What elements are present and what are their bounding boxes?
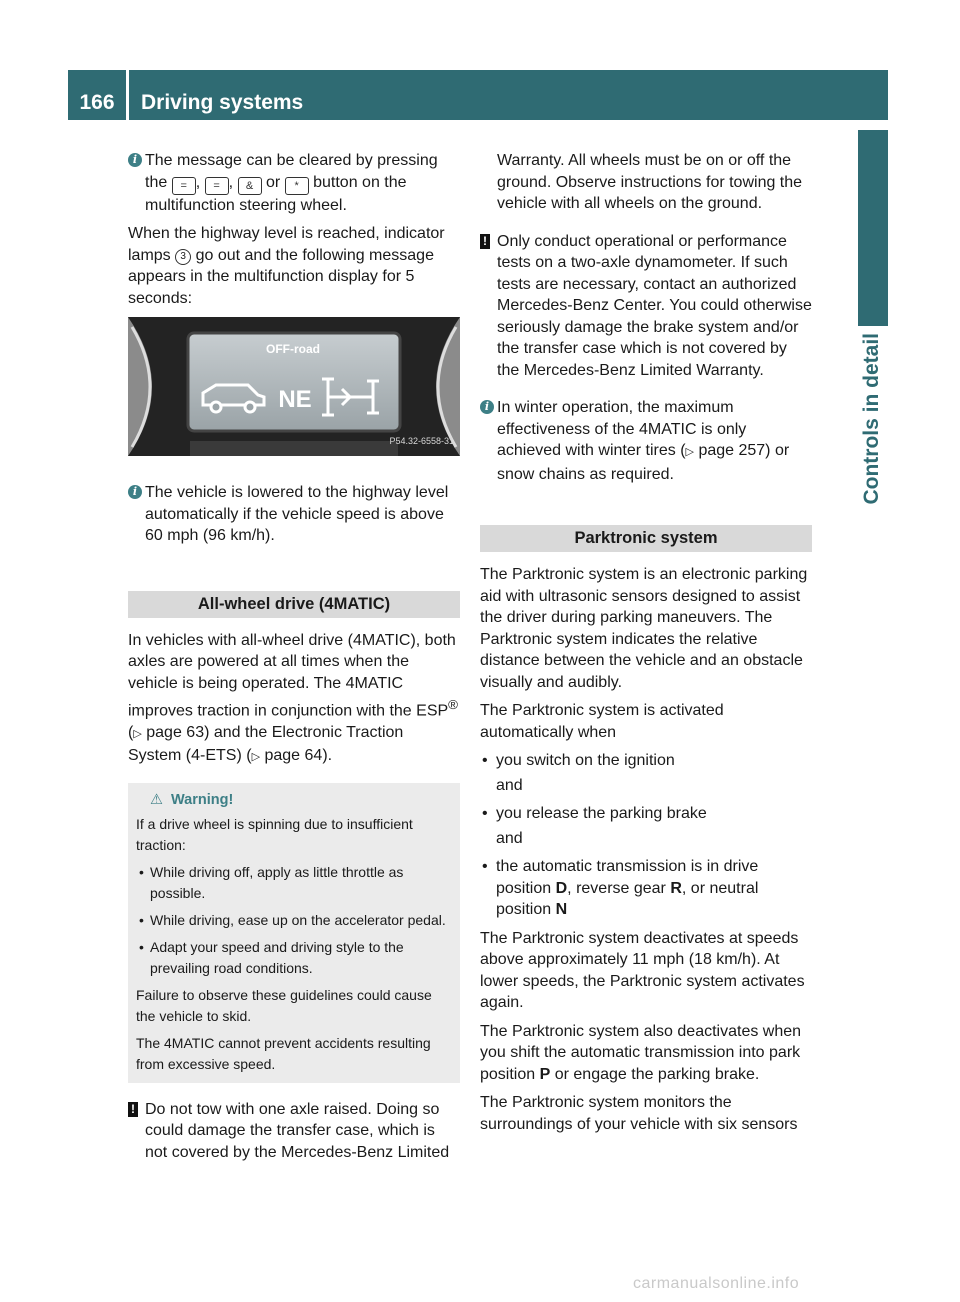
parktronic-park: The Parktronic system also deactivates when you shift the automatic transmission into park position P or engage the parking brake. (480, 1022, 802, 1083)
parktronic-sensors: The Parktronic system monitors the surroundings of your vehicle with six sensors (480, 1094, 798, 1133)
caution-icon: ! (480, 234, 490, 249)
caution-note-dynamometer: ! Only conduct operational or performance tests on a two-axle dynamometer. If such tests are necessary, contact an authorized Mercedes-Benz Center. You could otherwise seriously damage the brake system and/or the transfer case which is not covered by the Mercedes-Benz Limited Warranty. (480, 231, 812, 382)
info-note-lowered: i The vehicle is lowered to the highway level automatically if the vehicle speed is above 60 mph (96 km/h). (128, 482, 460, 547)
warning-title: ⚠ Warning! (150, 791, 234, 808)
list-item: • you release the parking brake (482, 805, 707, 822)
parktronic-speed: The Parktronic system deactivates at speeds above approximately 11 mph (18 km/h). At lower speeds, the Parktronic system activates again. (480, 929, 805, 1011)
info-note-winter: i In winter operation, the maximum effectiveness of the 4MATIC is only achieved with winter tires (▷ page 257) or snow chains as required. (480, 397, 812, 485)
info-icon: i (128, 485, 142, 499)
warning-bullet: • While driving off, apply as little throttle as possible. (139, 863, 404, 901)
side-tab-block (858, 130, 888, 326)
caution-note-tow-cont: Warranty. All wheels must be on or off the ground. Observe instructions for towing the vehicle with all wheels on the ground. (497, 152, 803, 212)
up-button-icon: & (238, 177, 262, 195)
awd-paragraph: In vehicles with all-wheel drive (4MATIC), both axles are powered at all times when the vehicle is being operated. The 4MATIC improves traction in conjunction with the ESP® (▷ page 63) and the Electronic Traction System (4-ETS) (▷ page 64). (128, 631, 458, 765)
warning-para: The 4MATIC cannot prevent accidents resulting from excessive speed. (136, 1034, 431, 1072)
parktronic-activation: The Parktronic system is activated automatically when (480, 702, 724, 741)
off-road-label: OFF-road (266, 342, 320, 356)
highway-level-paragraph: When the highway level is reached, indicator lamps 3 go out and the following message appears in the multifunction display for 5 seconds: (128, 225, 445, 307)
info-icon: i (128, 153, 142, 167)
callout-number: 3 (175, 249, 191, 265)
page-reference[interactable]: page 257 (698, 442, 766, 459)
section-heading-parktronic: Parktronic system (480, 525, 812, 552)
parktronic-intro: The Parktronic system is an electronic parking aid with ultrasonic sensors designed to assist the driver during parking maneuvers. The Parktronic system indicates the relative distance between the vehicle and an obstacle visually and audibly. (480, 566, 808, 691)
page-ref-arrow-icon: ▷ (133, 727, 142, 740)
warning-bullet: • While driving, ease up on the accelerator pedal. (139, 911, 446, 928)
page-ref-arrow-icon: ▷ (251, 751, 261, 764)
warning-intro: If a drive wheel is spinning due to insufficient traction: (136, 815, 413, 853)
display-button-icon: = (172, 177, 196, 195)
image-code: P54.32-6558-31 (389, 435, 454, 446)
info-note-clear-message: i The message can be cleared by pressing the = , = , & or * button on the multifunction steering wheel. (128, 150, 460, 216)
down-button-icon: * (285, 177, 309, 195)
list-conjunction: and (496, 776, 523, 794)
warning-box (128, 783, 460, 1083)
page-reference[interactable]: page 63 (146, 723, 205, 741)
caution-note-tow: ! Do not tow with one axle raised. Doing so could damage the transfer case, which is not covered by the Mercedes-Benz Limited (128, 1099, 460, 1164)
caution-icon: ! (128, 1102, 138, 1117)
warning-para: Failure to observe these guidelines could cause the vehicle to skid. (136, 986, 432, 1024)
multifunction-display-photo (128, 317, 460, 456)
list-item: • the automatic transmission is in drive position D, reverse gear R, or neutral position N (482, 858, 759, 918)
header-divider (126, 70, 129, 120)
page-title: Driving systems (141, 91, 304, 114)
page-reference[interactable]: page 64 (264, 747, 323, 765)
left-column (128, 150, 460, 1170)
warning-bullet: • Adapt your speed and driving style to the prevailing road conditions. (139, 938, 404, 976)
info-icon: i (480, 400, 494, 414)
page-ref-arrow-icon: ▷ (685, 446, 694, 458)
ne-label: NE (278, 386, 312, 413)
watermark: carmanualsonline.info (633, 1275, 800, 1292)
section-heading-awd: All-wheel drive (4MATIC) (128, 591, 460, 618)
list-conjunction: and (496, 829, 523, 847)
phone-button-icon: = (205, 177, 229, 195)
page-number: 166 (79, 91, 115, 114)
side-tab-label: Controls in detail (860, 333, 883, 505)
list-item: • you switch on the ignition (482, 752, 675, 769)
warning-triangle-icon: ⚠ (150, 791, 163, 808)
right-column (480, 150, 812, 1142)
